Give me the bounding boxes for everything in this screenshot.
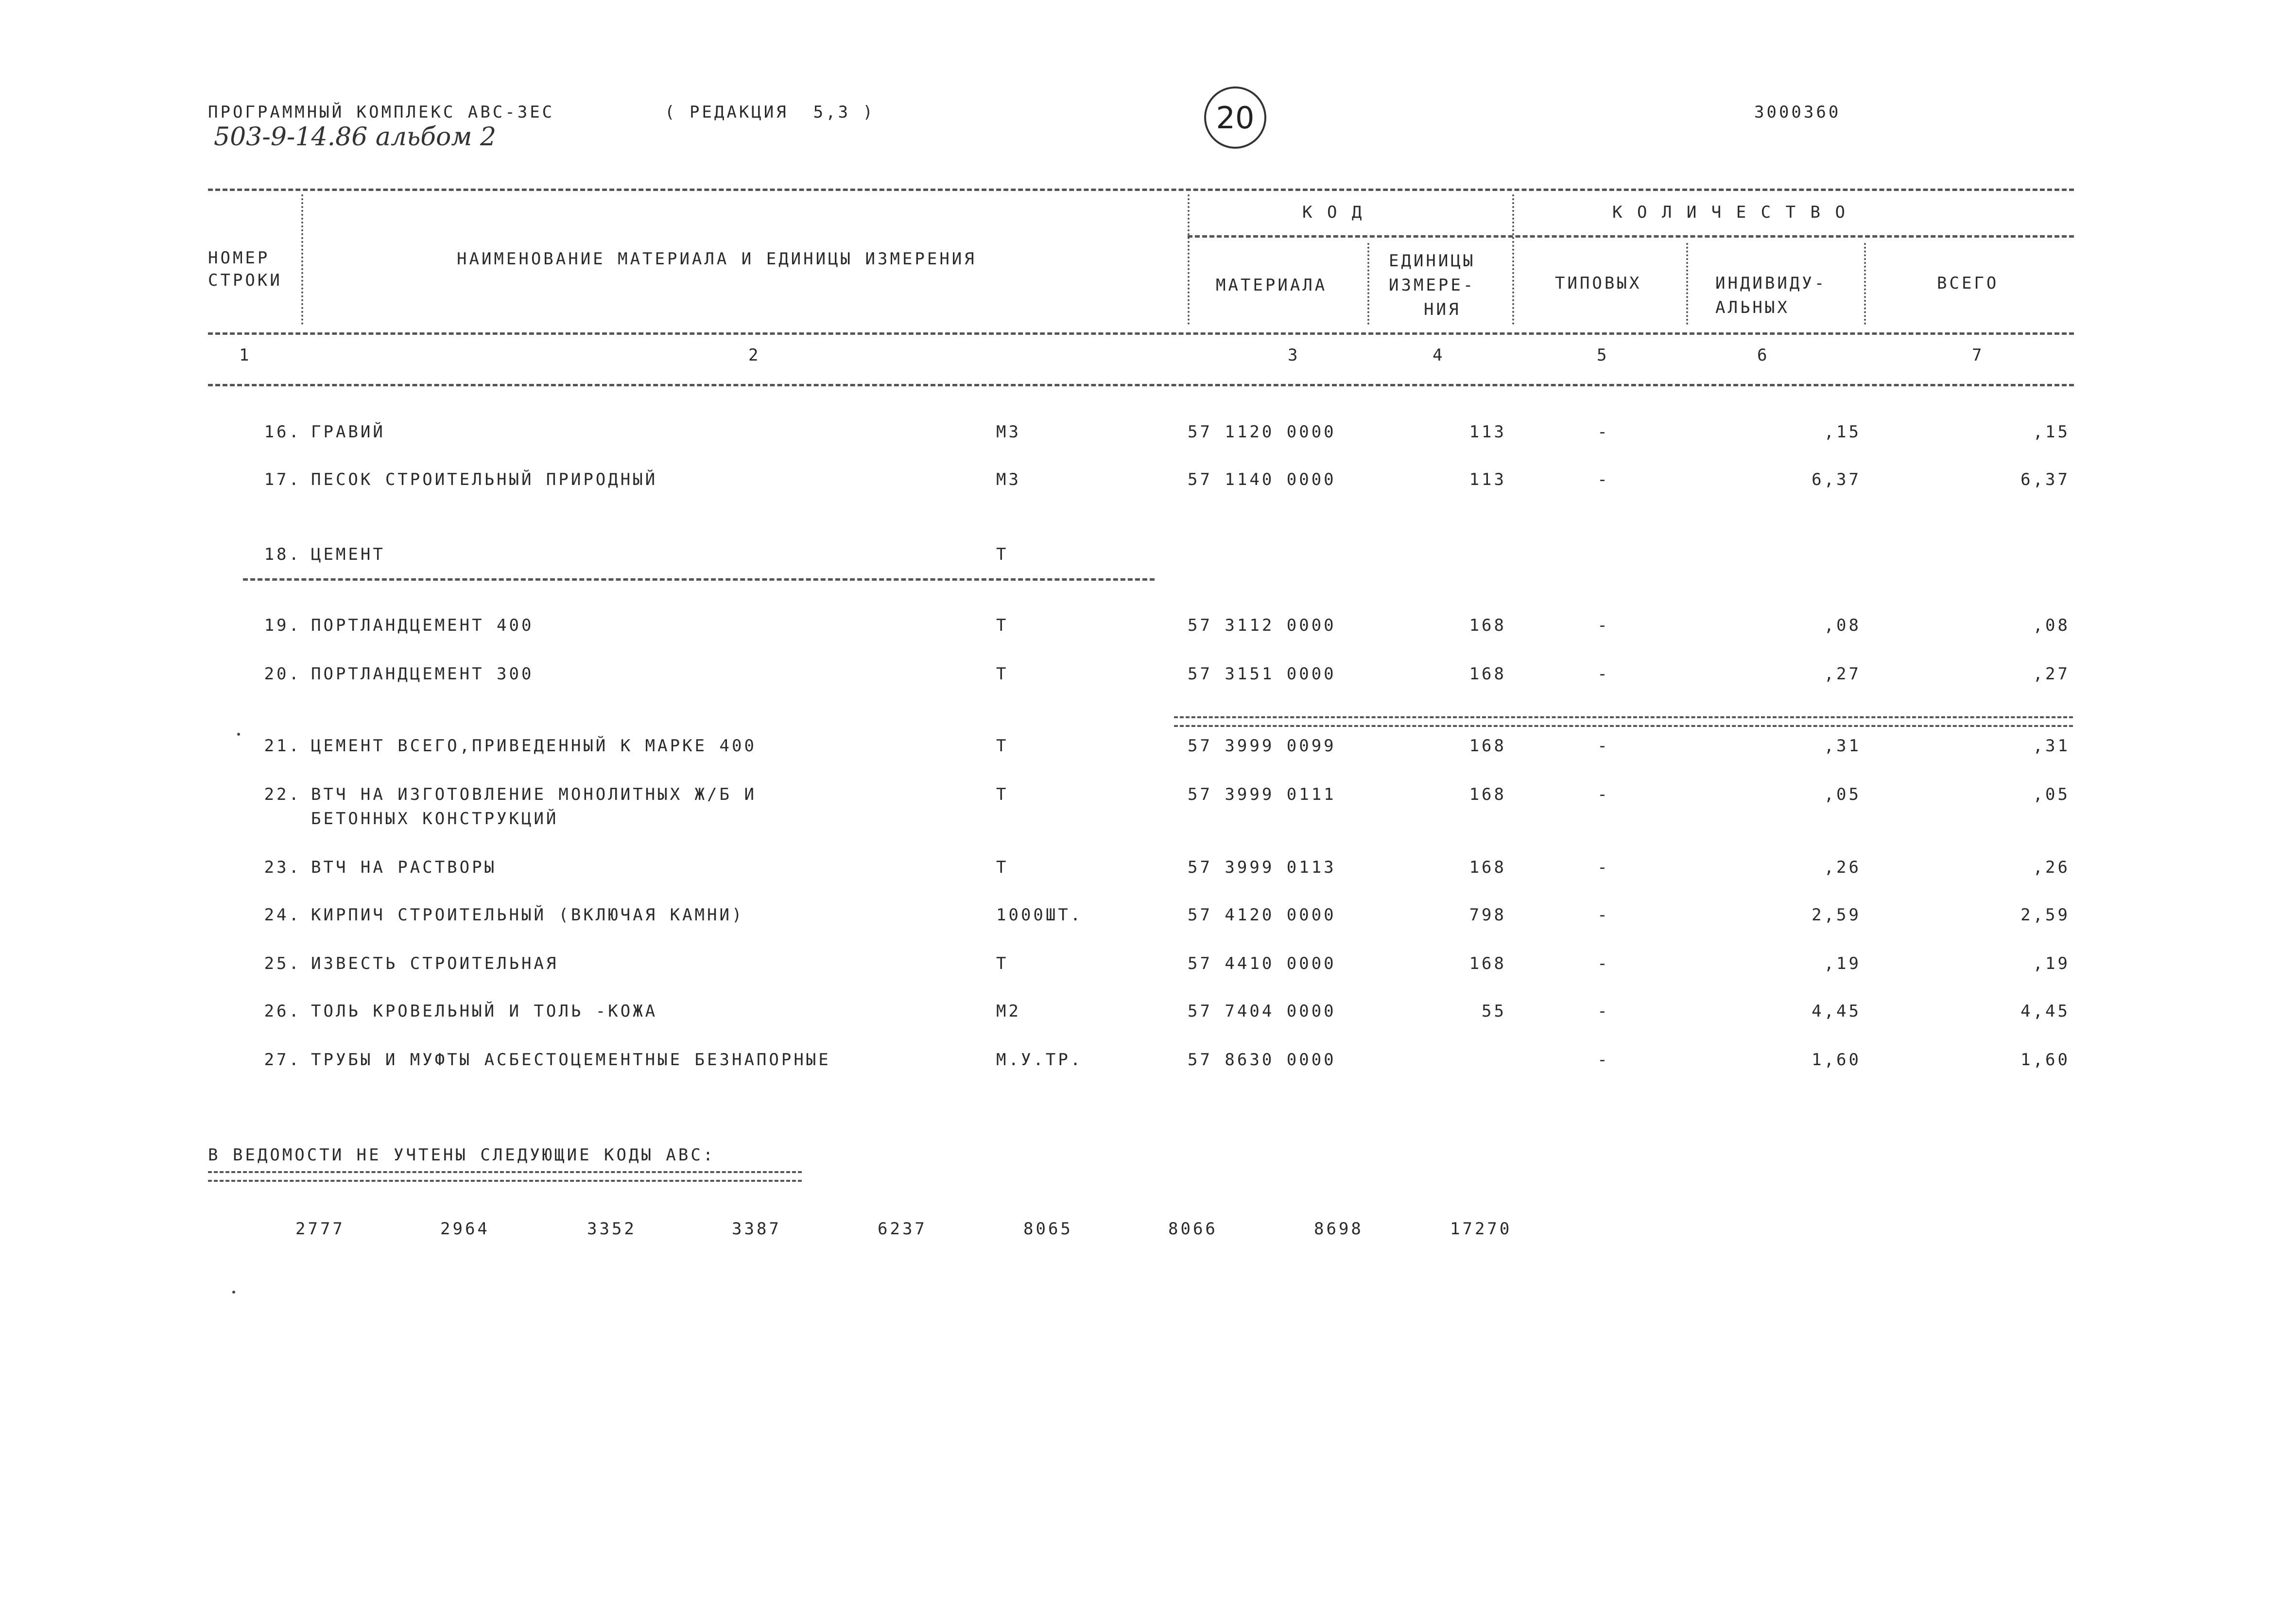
header-qty-typical: ТИПОВЫХ — [1555, 274, 1642, 293]
row-total: ,08 — [2033, 616, 2070, 635]
row-unit-code: 168 — [1469, 736, 1506, 756]
row-name: ЦЕМЕНТ ВСЕГО,ПРИВЕДЕННЫЙ К МАРКЕ 400 — [311, 736, 757, 756]
list-item: 8698 — [1314, 1219, 1364, 1239]
col-number-5: 5 — [1597, 346, 1609, 365]
row-code: 57 3999 0111 — [1188, 785, 1336, 804]
row-name: ТРУБЫ И МУФТЫ АСБЕСТОЦЕМЕНТНЫЕ БЕЗНАПОРНЫЕ — [311, 1050, 831, 1070]
col-sep-3 — [1512, 194, 1514, 325]
row-name: КИРПИЧ СТРОИТЕЛЬНЫЙ (ВКЛЮЧАЯ КАМНИ) — [311, 905, 744, 925]
group-underline — [243, 578, 1155, 581]
col-number-3: 3 — [1288, 346, 1300, 365]
col-number-1: 1 — [239, 346, 252, 365]
document-code: 3000360 — [1754, 103, 1841, 122]
list-item: 3387 — [732, 1219, 781, 1239]
col-sep-1 — [301, 194, 303, 325]
row-number: 21. — [264, 736, 301, 756]
row-total: ,05 — [2033, 785, 2070, 804]
row-unit: Т — [996, 954, 1009, 973]
row-individual: ,08 — [1824, 616, 1861, 635]
row-unit: М.У.ТР. — [996, 1050, 1083, 1070]
row-typical: - — [1597, 785, 1610, 804]
row-unit-code: 168 — [1469, 954, 1506, 973]
row-number: 16. — [264, 422, 301, 442]
header-row-number-2: СТРОКИ — [208, 271, 282, 290]
row-name-continuation: БЕТОННЫХ КОНСТРУКЦИЙ — [311, 809, 559, 829]
row-name: ГРАВИЙ — [311, 422, 385, 442]
row-total: 1,60 — [2020, 1050, 2070, 1070]
footer-note-underline — [208, 1171, 802, 1182]
row-number: 23. — [264, 858, 301, 877]
row-total: ,26 — [2033, 858, 2070, 877]
row-code: 57 7404 0000 — [1188, 1002, 1336, 1021]
row-unit: Т — [996, 736, 1009, 756]
row-name: ПОРТЛАНДЦЕМЕНТ 300 — [311, 664, 534, 684]
row-typical: - — [1597, 736, 1610, 756]
header-row-number: НОМЕР — [208, 248, 270, 268]
row-number: 18. — [264, 545, 301, 564]
col-sep-5 — [1686, 243, 1688, 325]
row-individual: 1,60 — [1812, 1050, 1861, 1070]
row-total: 4,45 — [2020, 1002, 2070, 1021]
row-unit: Т — [996, 785, 1009, 804]
row-name: ТОЛЬ КРОВЕЛЬНЫЙ И ТОЛЬ -КОЖА — [311, 1002, 658, 1021]
row-individual: ,19 — [1824, 954, 1861, 973]
row-number: 27. — [264, 1050, 301, 1070]
list-item: 2964 — [440, 1219, 490, 1239]
header-qty-individual-1: ИНДИВИДУ- — [1715, 274, 1827, 293]
row-typical: - — [1597, 905, 1610, 925]
row-number: 26. — [264, 1002, 301, 1021]
row-individual: ,27 — [1824, 664, 1861, 684]
row-code: 57 1120 0000 — [1188, 422, 1336, 442]
row-unit-code: 113 — [1469, 422, 1506, 442]
header-unit-1: ЕДИНИЦЫ — [1389, 251, 1476, 271]
row-name: ВТЧ НА ИЗГОТОВЛЕНИЕ МОНОЛИТНЫХ Ж/Б И — [311, 785, 757, 804]
scan-speck — [237, 733, 240, 736]
row-unit: 1000ШТ. — [996, 905, 1083, 925]
row-unit-code: 168 — [1469, 858, 1506, 877]
row-unit-code: 168 — [1469, 785, 1506, 804]
row-typical: - — [1597, 1050, 1610, 1070]
header-qty-total: ВСЕГО — [1937, 274, 1999, 293]
header-bottom-rule — [208, 332, 2074, 335]
header-qty-individual-2: АЛЬНЫХ — [1715, 298, 1790, 317]
row-unit: М3 — [996, 422, 1021, 442]
edition-label: ( РЕДАКЦИЯ 5,3 ) — [665, 103, 875, 122]
row-individual: 6,37 — [1812, 470, 1861, 489]
row-code: 57 3999 0099 — [1188, 736, 1336, 756]
list-item: 6237 — [878, 1219, 927, 1239]
row-name: ЦЕМЕНТ — [311, 545, 385, 564]
row-total: 6,37 — [2020, 470, 2070, 489]
col-number-6: 6 — [1757, 346, 1770, 365]
row-typical: - — [1597, 1002, 1610, 1021]
row-individual: 2,59 — [1812, 905, 1861, 925]
row-typical: - — [1597, 954, 1610, 973]
list-item: 8065 — [1023, 1219, 1073, 1239]
row-number: 20. — [264, 664, 301, 684]
row-name: ВТЧ НА РАСТВОРЫ — [311, 858, 497, 877]
subtotal-rule — [1174, 716, 2073, 727]
row-typical: - — [1597, 664, 1610, 684]
row-unit: М3 — [996, 470, 1021, 489]
row-individual: ,05 — [1824, 785, 1861, 804]
row-number: 22. — [264, 785, 301, 804]
row-name: ПЕСОК СТРОИТЕЛЬНЫЙ ПРИРОДНЫЙ — [311, 470, 658, 489]
list-item: 2777 — [295, 1219, 345, 1239]
scan-speck — [232, 1291, 235, 1294]
row-typical: - — [1597, 470, 1610, 489]
header-unit-3: НИЯ — [1424, 300, 1461, 319]
row-total: ,19 — [2033, 954, 2070, 973]
header-sub-rule — [1188, 235, 2074, 238]
row-number: 25. — [264, 954, 301, 973]
row-individual: ,31 — [1824, 736, 1861, 756]
header-code-material: МАТЕРИАЛА — [1216, 276, 1328, 295]
row-unit-code: 113 — [1469, 470, 1506, 489]
row-unit: Т — [996, 616, 1009, 635]
row-unit: Т — [996, 545, 1009, 564]
col-number-7: 7 — [1972, 346, 1985, 365]
page-number: 20 — [1204, 86, 1266, 149]
row-typical: - — [1597, 858, 1610, 877]
header-quantity: К О Л И Ч Е С Т В О — [1612, 203, 1847, 222]
row-number: 17. — [264, 470, 301, 489]
row-unit-code: 168 — [1469, 664, 1506, 684]
row-code: 57 4410 0000 — [1188, 954, 1336, 973]
row-name: ПОРТЛАНДЦЕМЕНТ 400 — [311, 616, 534, 635]
list-item: 17270 — [1450, 1219, 1512, 1239]
row-number: 19. — [264, 616, 301, 635]
row-unit-code: 55 — [1482, 1002, 1506, 1021]
col-sep-6 — [1864, 243, 1866, 325]
row-code: 57 8630 0000 — [1188, 1050, 1336, 1070]
header-unit-2: ИЗМЕРЕ- — [1389, 276, 1476, 295]
row-typical: - — [1597, 616, 1610, 635]
col-number-4: 4 — [1433, 346, 1445, 365]
col-number-2: 2 — [748, 346, 761, 365]
row-individual: ,26 — [1824, 858, 1861, 877]
col-sep-2 — [1188, 194, 1190, 325]
row-total: 2,59 — [2020, 905, 2070, 925]
row-individual: ,15 — [1824, 422, 1861, 442]
header-code: К О Д — [1302, 203, 1364, 222]
row-unit: Т — [996, 858, 1009, 877]
handwritten-reference: 503-9-14.86 альбом 2 — [214, 122, 497, 152]
row-total: ,31 — [2033, 736, 2070, 756]
row-unit-code: 798 — [1469, 905, 1506, 925]
row-individual: 4,45 — [1812, 1002, 1861, 1021]
row-unit: М2 — [996, 1002, 1021, 1021]
row-total: ,27 — [2033, 664, 2070, 684]
row-unit: Т — [996, 664, 1009, 684]
footer-note: В ВЕДОМОСТИ НЕ УЧТЕНЫ СЛЕДУЮЩИЕ КОДЫ АВС: — [208, 1145, 716, 1165]
numbers-bottom-rule — [208, 384, 2074, 386]
row-unit-code: 168 — [1469, 616, 1506, 635]
col-sep-4 — [1367, 243, 1369, 325]
row-code: 57 3999 0113 — [1188, 858, 1336, 877]
row-number: 24. — [264, 905, 301, 925]
row-code: 57 3151 0000 — [1188, 664, 1336, 684]
row-code: 57 1140 0000 — [1188, 470, 1336, 489]
row-code: 57 4120 0000 — [1188, 905, 1336, 925]
header-material-name: НАИМЕНОВАНИЕ МАТЕРИАЛА И ЕДИНИЦЫ ИЗМЕРЕНИЯ — [457, 249, 977, 269]
list-item: 8066 — [1168, 1219, 1218, 1239]
row-code: 57 3112 0000 — [1188, 616, 1336, 635]
row-typical: - — [1597, 422, 1610, 442]
table-top-rule — [208, 189, 2074, 191]
row-name: ИЗВЕСТЬ СТРОИТЕЛЬНАЯ — [311, 954, 559, 973]
list-item: 3352 — [587, 1219, 637, 1239]
program-title: ПРОГРАММНЫЙ КОМПЛЕКС АВС-3ЕС — [208, 103, 555, 122]
row-total: ,15 — [2033, 422, 2070, 442]
